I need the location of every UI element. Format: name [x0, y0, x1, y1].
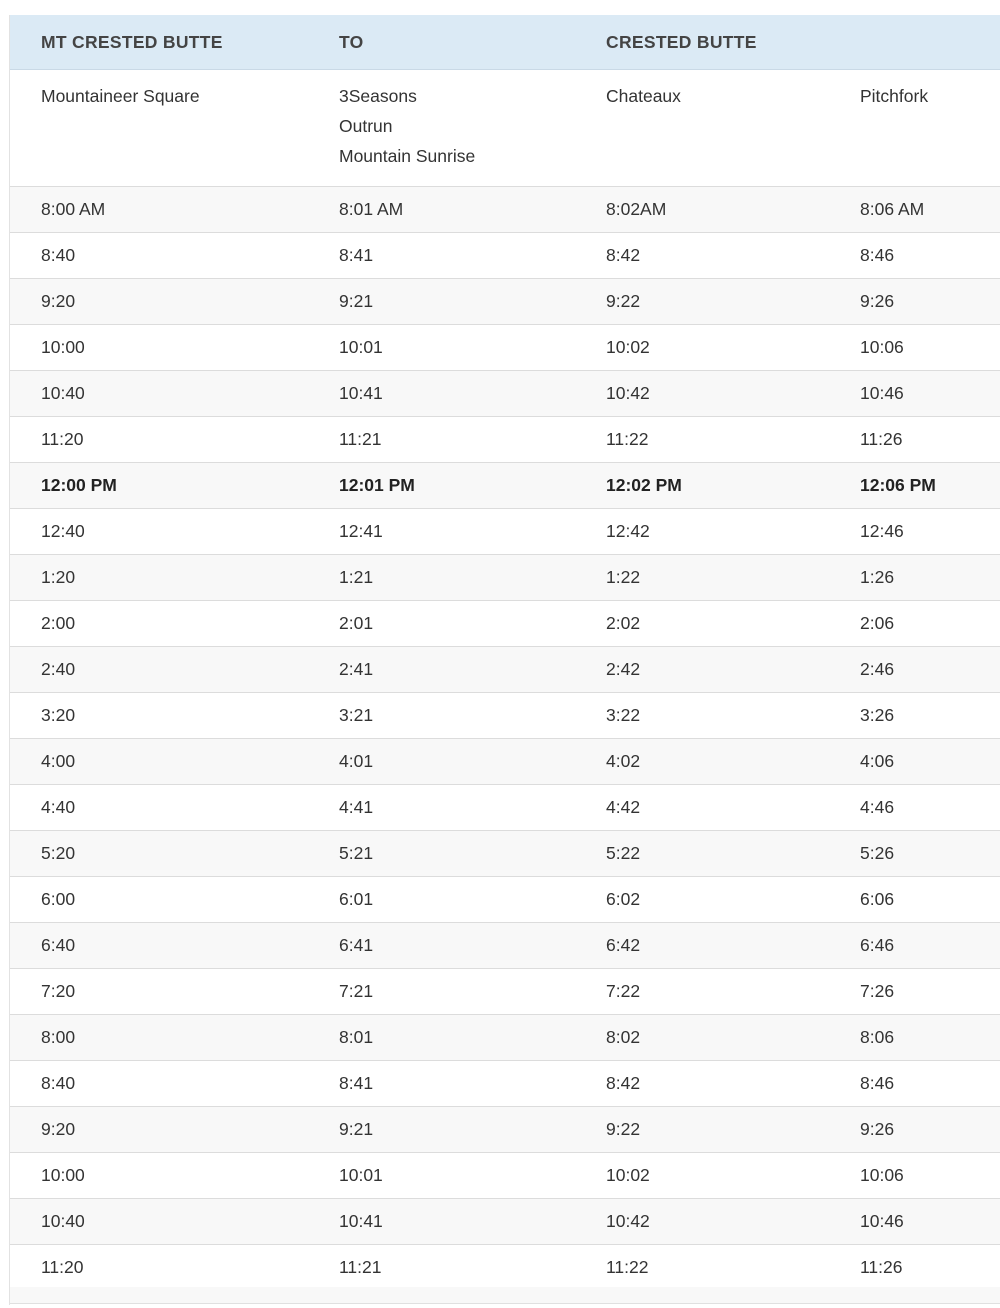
time-cell: 5:21 — [308, 831, 575, 877]
table-row — [10, 739, 1000, 785]
time-cell: 2:41 — [308, 647, 575, 693]
time-cell: 8:40 — [10, 1061, 308, 1107]
time-cell: 6:46 — [829, 923, 1000, 969]
time-cell: 9:22 — [575, 1107, 829, 1153]
table-row — [10, 601, 1000, 647]
time-cell: 8:00 AM — [10, 187, 308, 233]
time-cell: 3:22 — [575, 693, 829, 739]
stop-name: 3Seasons — [339, 86, 417, 106]
table-row — [10, 371, 1000, 417]
time-cell: 10:02 — [575, 1153, 829, 1199]
table-row — [10, 1015, 1000, 1061]
time-cell: 5:22 — [575, 831, 829, 877]
stop-name: Pitchfork — [860, 86, 929, 106]
time-cell: 10:00 — [10, 325, 308, 371]
table-row — [10, 877, 1000, 923]
time-cell: 3:21 — [308, 693, 575, 739]
time-cell: 8:02AM — [575, 187, 829, 233]
time-cell: 11:26 — [829, 417, 1000, 463]
table-bottom-edge — [10, 1287, 1000, 1304]
time-cell: 4:02 — [575, 739, 829, 785]
time-cell: 8:41 — [308, 233, 575, 279]
stops-col-2 — [308, 70, 575, 187]
time-cell: 11:21 — [308, 417, 575, 463]
table-row — [10, 555, 1000, 601]
header-mt-crested-butte: MT CRESTED BUTTE — [10, 15, 308, 70]
time-cell: 10:46 — [829, 1199, 1000, 1245]
time-cell: 4:40 — [10, 785, 308, 831]
time-cell: 8:00 — [10, 1015, 308, 1061]
time-cell: 6:01 — [308, 877, 575, 923]
time-cell: 4:42 — [575, 785, 829, 831]
time-cell: 1:22 — [575, 555, 829, 601]
time-cell: 8:06 — [829, 1015, 1000, 1061]
time-cell: 10:41 — [308, 371, 575, 417]
time-cell: 9:26 — [829, 1107, 1000, 1153]
time-cell: 2:00 — [10, 601, 308, 647]
time-cell: 10:01 — [308, 325, 575, 371]
time-cell: 6:42 — [575, 923, 829, 969]
time-cell: 10:42 — [575, 371, 829, 417]
time-cell: 12:02 PM — [575, 463, 829, 509]
table-row — [10, 1061, 1000, 1107]
time-cell: 4:01 — [308, 739, 575, 785]
time-cell: 8:06 AM — [829, 187, 1000, 233]
stops-col-1 — [10, 70, 308, 187]
time-cell: 11:21 — [308, 1245, 575, 1291]
time-cell: 9:21 — [308, 1107, 575, 1153]
time-cell: 7:22 — [575, 969, 829, 1015]
time-cell: 12:06 PM — [829, 463, 1000, 509]
header-crested-butte: CRESTED BUTTE — [575, 15, 829, 70]
time-cell: 10:01 — [308, 1153, 575, 1199]
table-row — [10, 693, 1000, 739]
time-cell: 9:22 — [575, 279, 829, 325]
table-row — [10, 831, 1000, 877]
time-cell: 1:21 — [308, 555, 575, 601]
time-cell: 6:02 — [575, 877, 829, 923]
time-cell: 10:00 — [10, 1153, 308, 1199]
time-cell: 2:46 — [829, 647, 1000, 693]
time-cell: 4:06 — [829, 739, 1000, 785]
time-cell: 11:20 — [10, 417, 308, 463]
table-row — [10, 785, 1000, 831]
table-row — [10, 509, 1000, 555]
time-cell: 12:40 — [10, 509, 308, 555]
table-row — [10, 1245, 1000, 1291]
time-cell: 8:01 — [308, 1015, 575, 1061]
table-row — [10, 463, 1000, 509]
time-cell: 8:42 — [575, 233, 829, 279]
table-header-row — [10, 15, 1000, 70]
time-cell: 4:00 — [10, 739, 308, 785]
time-cell: 10:42 — [575, 1199, 829, 1245]
stop-name: Mountaineer Square — [41, 86, 200, 106]
stops-col-4 — [829, 70, 1000, 187]
time-cell: 11:22 — [575, 417, 829, 463]
time-cell: 8:42 — [575, 1061, 829, 1107]
time-cell: 8:01 AM — [308, 187, 575, 233]
table-row — [10, 923, 1000, 969]
time-cell: 11:26 — [829, 1245, 1000, 1291]
time-cell: 11:20 — [10, 1245, 308, 1291]
table-row — [10, 279, 1000, 325]
time-cell: 8:41 — [308, 1061, 575, 1107]
time-cell: 7:20 — [10, 969, 308, 1015]
time-cell: 9:21 — [308, 279, 575, 325]
table-row — [10, 233, 1000, 279]
time-cell: 9:20 — [10, 1107, 308, 1153]
table-row — [10, 969, 1000, 1015]
time-cell: 2:06 — [829, 601, 1000, 647]
time-cell: 12:01 PM — [308, 463, 575, 509]
table-row — [10, 1153, 1000, 1199]
time-cell: 4:41 — [308, 785, 575, 831]
time-cell: 3:20 — [10, 693, 308, 739]
time-cell: 9:26 — [829, 279, 1000, 325]
stop-name: Outrun — [339, 116, 393, 136]
stops-col-3 — [575, 70, 829, 187]
table-row — [10, 647, 1000, 693]
time-cell: 1:26 — [829, 555, 1000, 601]
table-row — [10, 187, 1000, 233]
time-cell: 12:00 PM — [10, 463, 308, 509]
time-cell: 5:20 — [10, 831, 308, 877]
time-cell: 4:46 — [829, 785, 1000, 831]
time-cell: 1:20 — [10, 555, 308, 601]
time-cell: 10:40 — [10, 371, 308, 417]
time-cell: 6:40 — [10, 923, 308, 969]
time-cell: 12:46 — [829, 509, 1000, 555]
header-empty — [829, 15, 1000, 70]
time-cell: 2:42 — [575, 647, 829, 693]
stop-name: Mountain Sunrise — [339, 146, 476, 166]
time-cell: 10:40 — [10, 1199, 308, 1245]
time-cell: 10:41 — [308, 1199, 575, 1245]
header-to: TO — [308, 15, 575, 70]
time-cell: 10:46 — [829, 371, 1000, 417]
time-cell: 12:42 — [575, 509, 829, 555]
time-cell: 10:02 — [575, 325, 829, 371]
time-cell: 2:02 — [575, 601, 829, 647]
table-row — [10, 1199, 1000, 1245]
time-cell: 7:26 — [829, 969, 1000, 1015]
table-row — [10, 417, 1000, 463]
stop-name: Chateaux — [606, 86, 681, 106]
time-cell: 6:00 — [10, 877, 308, 923]
time-cell: 8:40 — [10, 233, 308, 279]
time-cell: 11:22 — [575, 1245, 829, 1291]
time-cell: 6:41 — [308, 923, 575, 969]
time-cell: 10:06 — [829, 1153, 1000, 1199]
time-cell: 7:21 — [308, 969, 575, 1015]
time-cell: 3:26 — [829, 693, 1000, 739]
time-cell: 8:02 — [575, 1015, 829, 1061]
time-cell: 8:46 — [829, 233, 1000, 279]
time-cell: 8:46 — [829, 1061, 1000, 1107]
time-cell: 5:26 — [829, 831, 1000, 877]
schedule-table — [10, 15, 1000, 1291]
time-cell: 6:06 — [829, 877, 1000, 923]
time-cell: 12:41 — [308, 509, 575, 555]
table-row — [10, 325, 1000, 371]
time-cell: 9:20 — [10, 279, 308, 325]
time-cell: 2:01 — [308, 601, 575, 647]
time-cell: 2:40 — [10, 647, 308, 693]
table-row — [10, 1107, 1000, 1153]
stops-row — [10, 70, 1000, 187]
time-cell: 10:06 — [829, 325, 1000, 371]
shuttle-schedule — [10, 15, 1000, 1291]
